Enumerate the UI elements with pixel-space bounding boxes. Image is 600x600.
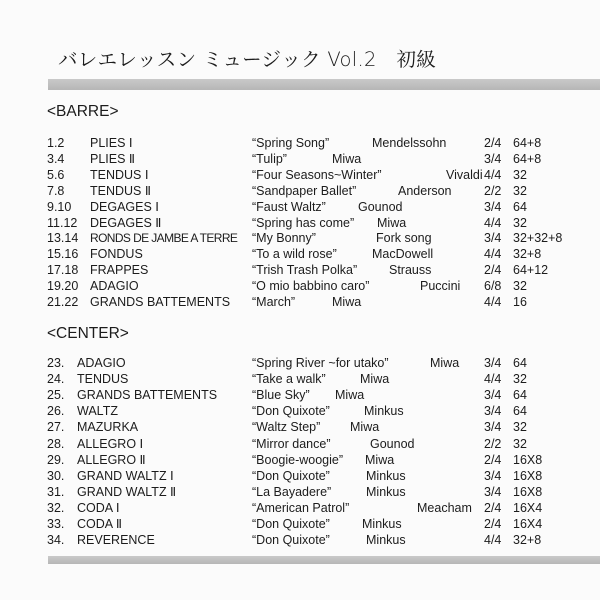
track-number: 13.14 — [47, 231, 79, 246]
composer: Miwa — [360, 372, 390, 387]
time-signature: 3/4 — [484, 151, 502, 166]
table-row — [0, 532, 600, 548]
time-signature: 2/4 — [484, 500, 502, 515]
count: 16X4 — [513, 517, 543, 531]
track-number: 26. — [47, 404, 65, 419]
time-signature: 3/4 — [484, 231, 502, 246]
table-row — [0, 403, 600, 419]
music-title: “My Bonny” — [252, 231, 316, 246]
time-signature: 2/4 — [484, 517, 502, 531]
music-title: “Take a walk” — [252, 372, 326, 387]
time-signature: 3/4 — [484, 484, 502, 499]
time-signature: 2/2 — [484, 183, 502, 198]
count: 32+8 — [513, 247, 542, 262]
composer: Fork song — [376, 231, 432, 246]
exercise-name: PLIES Ⅰ — [90, 136, 133, 150]
composer: Miwa — [332, 295, 362, 309]
composer: MacDowell — [372, 247, 434, 262]
composer: Minkus — [364, 404, 404, 419]
count: 16X8 — [513, 452, 543, 467]
track-number: 9.10 — [47, 199, 72, 214]
table-row — [0, 278, 600, 294]
composer: Minkus — [366, 468, 406, 483]
table-row — [0, 516, 600, 532]
exercise-name: ADAGIO — [90, 279, 139, 294]
music-title: “March” — [252, 295, 296, 309]
time-signature: 2/4 — [484, 452, 502, 467]
composer: Minkus — [366, 533, 406, 548]
exercise-name: CODA Ⅰ — [77, 500, 120, 515]
count: 64+12 — [513, 263, 549, 278]
track-number: 29. — [47, 452, 65, 467]
composer: Puccini — [420, 279, 461, 294]
exercise-name: WALTZ — [77, 404, 118, 419]
track-number: 27. — [47, 420, 65, 435]
count: 64 — [513, 356, 527, 370]
music-title: “Spring has come” — [252, 215, 355, 230]
table-row — [0, 468, 600, 484]
music-title: “Spring Song” — [252, 136, 330, 150]
table-row — [0, 167, 600, 183]
count: 16X4 — [513, 500, 543, 515]
time-signature: 2/2 — [484, 436, 502, 451]
time-signature: 3/4 — [484, 388, 502, 403]
exercise-name: ALLEGRO Ⅱ — [77, 452, 146, 467]
exercise-name: TENDUS Ⅱ — [90, 183, 152, 198]
table-row — [0, 355, 600, 371]
time-signature: 3/4 — [484, 356, 502, 370]
top-divider-bar — [48, 79, 600, 90]
track-number: 25. — [47, 388, 65, 403]
track-number: 1.2 — [47, 136, 65, 150]
music-title: “Mirror dance” — [252, 436, 331, 451]
track-number: 5.6 — [47, 167, 65, 182]
time-signature: 4/4 — [484, 167, 502, 182]
track-number: 17.18 — [47, 263, 79, 278]
count: 64+8 — [513, 151, 542, 166]
track-number: 7.8 — [47, 183, 65, 198]
time-signature: 4/4 — [484, 247, 502, 262]
exercise-name: GRAND WALTZ Ⅰ — [77, 468, 174, 483]
exercise-name: FRAPPES — [90, 263, 149, 278]
count: 32+8 — [513, 533, 542, 548]
count: 16X8 — [513, 484, 543, 499]
composer: Miwa — [332, 151, 362, 166]
table-row — [0, 246, 600, 262]
barre-section-label: <BARRE> — [47, 103, 119, 120]
time-signature: 2/4 — [484, 136, 502, 150]
exercise-name: PLIES Ⅱ — [90, 151, 136, 166]
exercise-name: GRANDS BATTEMENTS — [90, 295, 231, 309]
table-row — [0, 419, 600, 435]
page-title: バレエレッスン ミュージック Vol.2 初級 — [58, 48, 437, 71]
composer: Strauss — [389, 263, 432, 278]
table-row — [0, 294, 600, 310]
exercise-name: DEGAGES Ⅱ — [90, 215, 162, 230]
table-row — [0, 135, 600, 151]
exercise-name: FONDUS — [90, 247, 143, 262]
time-signature: 3/4 — [484, 404, 502, 419]
exercise-name: RONDS DE JAMBE A TERRE — [90, 231, 238, 246]
exercise-name: GRANDS BATTEMENTS — [77, 388, 218, 403]
exercise-name: ALLEGRO Ⅰ — [77, 436, 144, 451]
music-title: “Faust Waltz” — [252, 199, 326, 214]
table-row — [0, 230, 600, 246]
time-signature: 4/4 — [484, 295, 502, 309]
composer: Mendelssohn — [372, 136, 447, 150]
time-signature: 4/4 — [484, 533, 502, 548]
music-title: “Don Quixote” — [252, 468, 330, 483]
music-title: “Don Quixote” — [252, 533, 330, 548]
count: 32+32+8 — [513, 231, 563, 246]
track-number: 31. — [47, 484, 65, 499]
count: 64+8 — [513, 136, 542, 150]
table-row — [0, 262, 600, 278]
time-signature: 3/4 — [484, 199, 502, 214]
composer: Gounod — [358, 199, 403, 214]
track-number: 24. — [47, 372, 65, 387]
exercise-name: REVERENCE — [77, 533, 155, 548]
count: 16 — [513, 295, 527, 309]
composer: Minkus — [362, 517, 402, 531]
music-title: “Don Quixote” — [252, 517, 330, 531]
exercise-name: TENDUS — [77, 372, 129, 387]
count: 64 — [513, 388, 527, 403]
composer: Miwa — [365, 452, 395, 467]
center-section-label: <CENTER> — [47, 325, 129, 342]
music-title: “Don Quixote” — [252, 404, 330, 419]
time-signature: 6/8 — [484, 279, 502, 294]
table-row — [0, 183, 600, 199]
time-signature: 2/4 — [484, 263, 502, 278]
time-signature: 4/4 — [484, 372, 502, 387]
composer: Gounod — [370, 436, 415, 451]
table-row — [0, 151, 600, 167]
time-signature: 3/4 — [484, 420, 502, 435]
music-title: “Spring River ~for utako” — [252, 356, 389, 370]
exercise-name: TENDUS Ⅰ — [90, 167, 149, 182]
exercise-name: MAZURKA — [77, 420, 139, 435]
track-number: 33. — [47, 517, 65, 531]
count: 32 — [513, 183, 527, 198]
count: 32 — [513, 279, 527, 294]
track-number: 23. — [47, 356, 65, 370]
track-number: 34. — [47, 533, 65, 548]
music-title: “Sandpaper Ballet” — [252, 183, 357, 198]
count: 32 — [513, 436, 527, 451]
time-signature: 4/4 — [484, 215, 502, 230]
count: 32 — [513, 215, 527, 230]
table-row — [0, 436, 600, 452]
count: 32 — [513, 372, 527, 387]
composer: Miwa — [350, 420, 380, 435]
music-title: “Trish Trash Polka” — [252, 263, 358, 278]
table-row — [0, 387, 600, 403]
count: 64 — [513, 404, 527, 419]
music-title: “Boogie-woogie” — [252, 452, 344, 467]
track-number: 32. — [47, 500, 65, 515]
table-row — [0, 500, 600, 516]
composer: Meacham — [417, 500, 472, 515]
table-row — [0, 371, 600, 387]
track-number: 28. — [47, 436, 65, 451]
table-row — [0, 215, 600, 231]
bottom-divider-bar — [48, 556, 600, 564]
composer: Vivaldi — [446, 167, 483, 182]
music-title: “Tulip” — [252, 151, 287, 166]
table-row — [0, 484, 600, 500]
count: 64 — [513, 199, 527, 214]
music-title: “O mio babbino caro” — [252, 279, 370, 294]
composer: Miwa — [335, 388, 365, 403]
exercise-name: GRAND WALTZ Ⅱ — [77, 484, 177, 499]
exercise-name: DEGAGES Ⅰ — [90, 199, 159, 214]
table-row — [0, 452, 600, 468]
track-number: 21.22 — [47, 295, 79, 309]
count: 32 — [513, 167, 527, 182]
track-number: 19.20 — [47, 279, 79, 294]
table-row — [0, 199, 600, 215]
time-signature: 3/4 — [484, 468, 502, 483]
music-title: “American Patrol” — [252, 500, 350, 515]
track-number: 3.4 — [47, 151, 65, 166]
count: 32 — [513, 420, 527, 435]
composer: Miwa — [377, 215, 407, 230]
track-number: 11.12 — [47, 215, 78, 230]
music-title: “To a wild rose” — [252, 247, 337, 262]
music-title: “Blue Sky” — [252, 388, 310, 403]
track-number: 30. — [47, 468, 65, 483]
music-title: “Four Seasons~Winter” — [252, 167, 382, 182]
count: 16X8 — [513, 468, 543, 483]
exercise-name: ADAGIO — [77, 356, 126, 370]
composer: Anderson — [398, 183, 452, 198]
music-title: “Waltz Step” — [252, 420, 321, 435]
exercise-name: CODA Ⅱ — [77, 517, 123, 531]
music-title: “La Bayadere” — [252, 484, 332, 499]
composer: Miwa — [430, 356, 460, 370]
composer: Minkus — [366, 484, 406, 499]
track-number: 15.16 — [47, 247, 79, 262]
